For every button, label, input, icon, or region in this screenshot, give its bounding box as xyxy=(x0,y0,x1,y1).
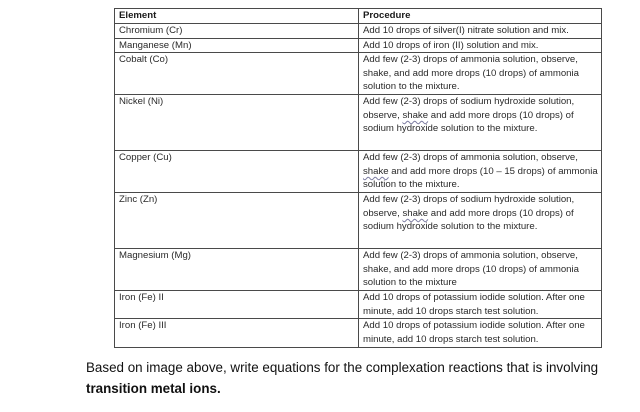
question-text xyxy=(86,357,626,399)
table-row xyxy=(115,38,602,53)
table-header-row xyxy=(115,9,602,24)
procedure-text: and add more drops (10 drops) of sodium hydroxide solution to the mixture. xyxy=(363,207,574,233)
element-cell: Manganese (Mn) xyxy=(115,38,359,53)
procedure-cell xyxy=(359,193,602,249)
column-header-procedure: Procedure xyxy=(359,9,602,24)
procedure-text: and add more drops (10 drops) of sodium hydroxide solution to the mixture. xyxy=(363,109,574,135)
element-cell: Cobalt (Co) xyxy=(115,53,359,95)
table-row xyxy=(115,291,602,319)
procedure-cell: Add 10 drops of potassium iodide solution. After one minute, add 10 drops starch test solution. xyxy=(359,319,602,347)
element-cell: Nickel (Ni) xyxy=(115,95,359,151)
table-row xyxy=(115,24,602,39)
procedure-cell: Add 10 drops of silver(I) nitrate solution and mix. xyxy=(359,24,602,39)
procedure-text: and add more drops (10 – 15 drops) of ammonia solution to the mixture. xyxy=(363,165,598,191)
procedure-cell: Add 10 drops of iron (II) solution and mix. xyxy=(359,38,602,53)
question-prompt: Based on image above, write equations for the complexation reactions that is involving xyxy=(86,360,599,375)
procedure-text: Add few (2-3) drops of sodium hydroxide solution, observe, xyxy=(363,96,575,121)
procedure-cell: Add few (2-3) drops of ammonia solution, observe, shake, and add more drops (10 drops) of ammonia solution to the mixture xyxy=(359,249,602,291)
procedure-cell xyxy=(359,95,602,151)
procedure-table xyxy=(114,8,602,348)
element-cell: Iron (Fe) II xyxy=(115,291,359,319)
element-cell: Zinc (Zn) xyxy=(115,193,359,249)
element-cell: Chromium (Cr) xyxy=(115,24,359,39)
question-emphasis: transition metal ions. xyxy=(86,381,221,396)
procedure-cell: Add 10 drops of potassium iodide solution. After one minute, add 10 drops starch test solution. xyxy=(359,291,602,319)
element-cell: Iron (Fe) III xyxy=(115,319,359,347)
element-cell: Copper (Cu) xyxy=(115,151,359,193)
table-row xyxy=(115,95,602,151)
procedure-text: Add few (2-3) drops of ammonia solution, observe, xyxy=(363,152,578,164)
element-cell: Magnesium (Mg) xyxy=(115,249,359,291)
spellcheck-underlined-word: shake xyxy=(402,207,429,219)
procedure-cell: Add few (2-3) drops of ammonia solution, observe, shake, and add more drops (10 drops) of ammonia solution to the mixture. xyxy=(359,53,602,95)
table-row xyxy=(115,249,602,291)
table-row xyxy=(115,319,602,347)
table-row xyxy=(115,53,602,95)
spellcheck-underlined-word: shake xyxy=(402,109,429,121)
procedure-cell xyxy=(359,151,602,193)
procedure-text: Add few (2-3) drops of sodium hydroxide solution, observe, xyxy=(363,194,575,219)
table-row xyxy=(115,151,602,193)
spellcheck-underlined-word: shake xyxy=(363,165,389,177)
table-row xyxy=(115,193,602,249)
column-header-element: Element xyxy=(115,9,359,24)
